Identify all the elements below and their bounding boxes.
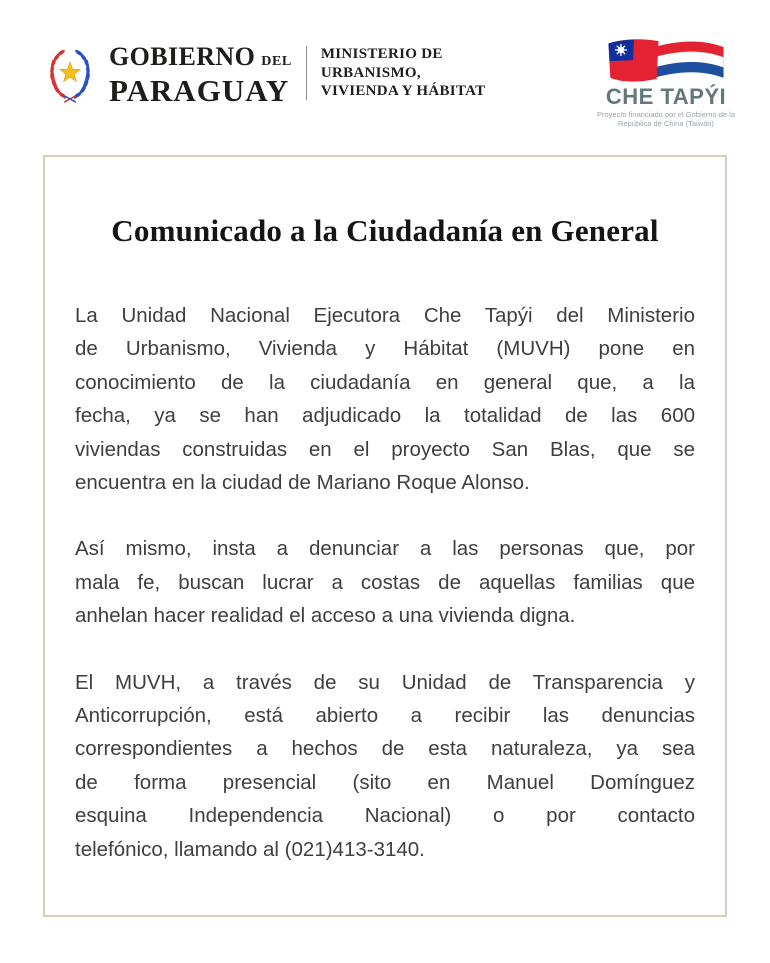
paraguay-word: PARAGUAY [109,73,290,108]
body-line: encuentra en la ciudad de Mariano Roque Alonso. [75,471,530,495]
che-tapyi-tagline-line2: República de China (Taiwán) [618,119,714,128]
document-body [75,299,695,866]
body-line: fecha, ya se han adjudicado la totalidad de las 600 [75,404,695,428]
body-line: conocimiento de la ciudadanía en general que, a la [75,370,695,394]
paragraph-2 [75,532,695,632]
ministry-line1: MINISTERIO DE [320,46,443,62]
communique-sheet [43,155,727,917]
body-line: anhelan hacer realidad el acceso a una vivienda digna. [75,604,576,628]
che-tapyi-logo [592,36,740,128]
body-line: Anticorrupción, está abierto a recibir las denuncias [75,704,695,728]
paragraph-3 [75,666,695,866]
ministry-name [321,45,486,101]
gobierno-del: DEL [261,54,292,69]
ministry-line2: URBANISMO, [320,64,421,81]
body-line: esquina Independencia Nacional) o por contacto [75,804,695,828]
body-line: correspondientes a hechos de esta naturaleza, ya sea [75,737,695,761]
document-title: Comunicado a la Ciudadanía en General [111,213,659,248]
body-line: La Unidad Nacional Ejecutora Che Tapýi del Ministerio [75,304,695,327]
che-tapyi-tagline-line1: Proyecto financiado por el Gobierno de la [596,110,735,119]
body-line: de Urbanismo, Vivienda y Hábitat (MUVH) pone en [75,337,695,361]
taiwan-paraguay-flags-icon [600,36,732,88]
body-line: de forma presencial (sito en Manuel Domínguez [75,770,695,794]
che-tapyi-tagline [597,110,735,128]
ministry-line3: VIVIENDA Y HÁBITAT [320,83,486,99]
che-tapyi-wordmark: CHE TAPÝI [605,84,727,109]
body-line: viviendas construidas en el proyecto San Blas, que se [75,437,695,461]
body-line: Así mismo, insta a denunciar a las personas que, por [75,537,695,561]
body-line: mala fe, buscan lucrar a costas de aquellas familias que [75,570,695,594]
paragraph-1 [75,299,695,499]
gobierno-line1 [109,44,292,75]
gobierno-del-paraguay-logo [38,34,485,106]
body-line: telefónico, llamando al (021)413-3140. [75,837,425,861]
gobierno-wordmark [109,44,292,106]
paraguay-emblem-icon [38,42,102,106]
header-divider [306,46,307,100]
gobierno-word: GOBIERNO [109,42,256,71]
body-line: El MUVH, a través de su Unidad de Transparencia y [75,670,695,694]
header [0,0,770,128]
